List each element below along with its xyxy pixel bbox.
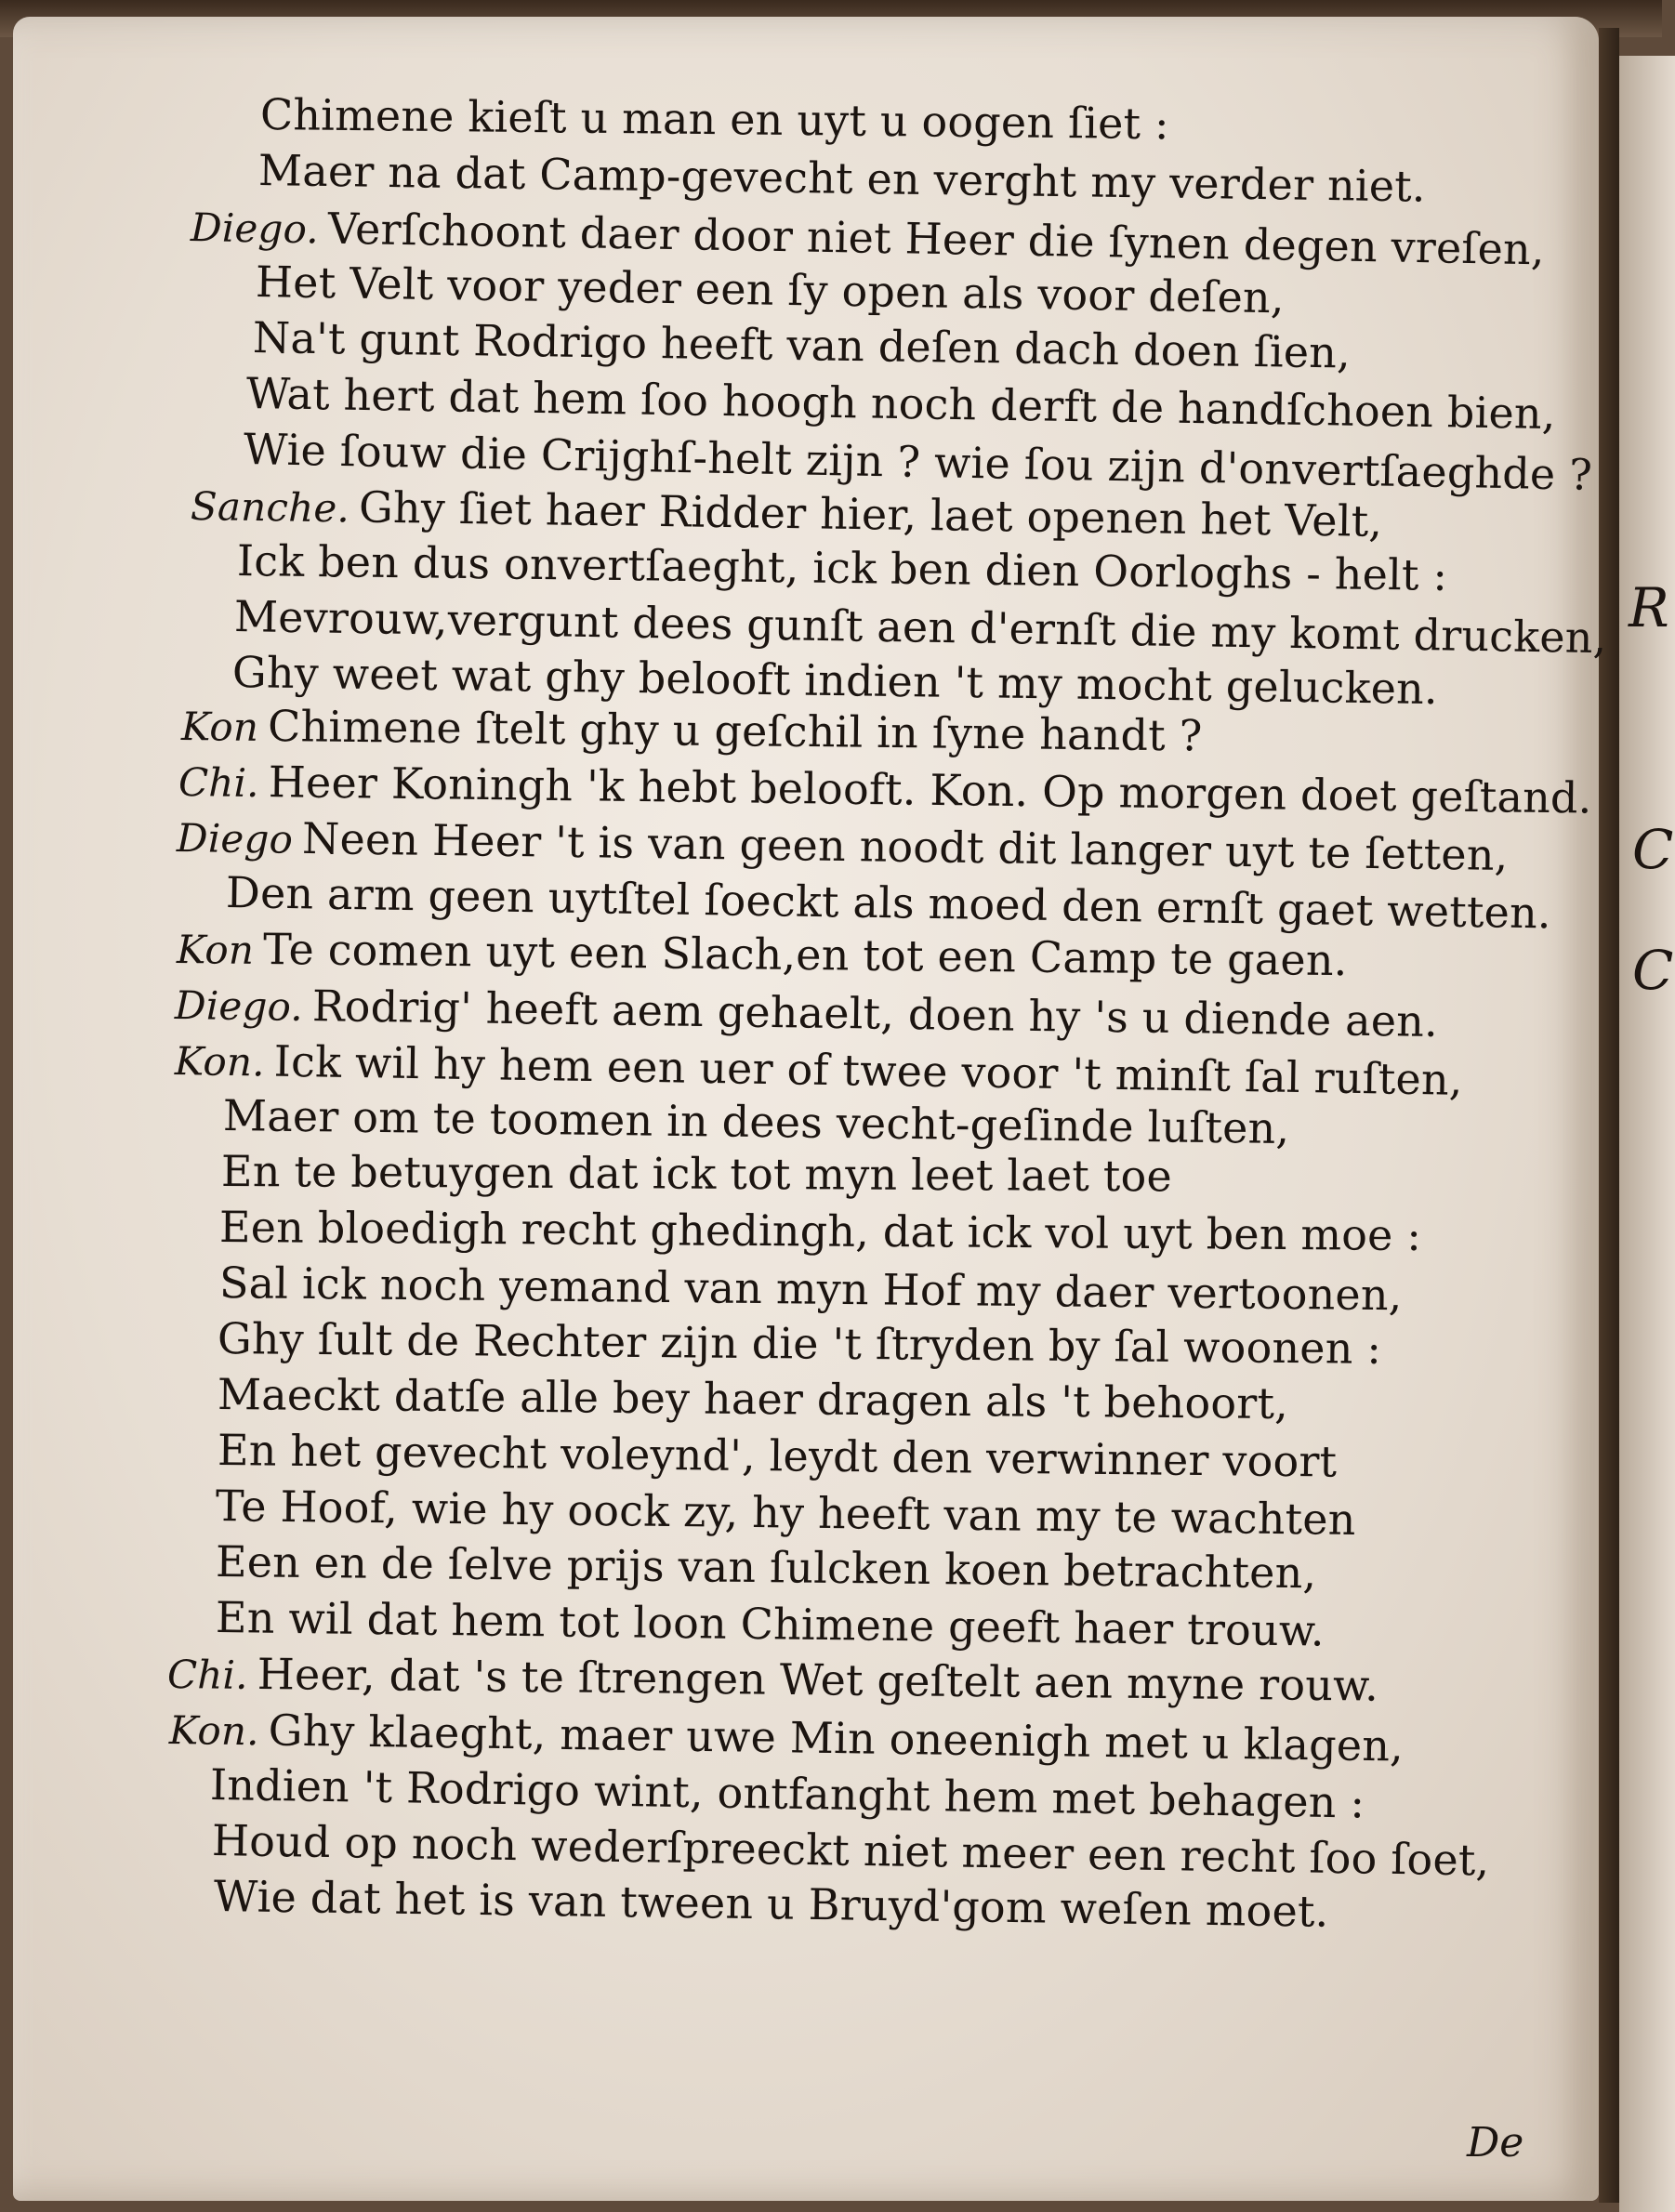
verse-text: Te comen uyt een Slach,en tot een Camp te gaen. xyxy=(262,923,1348,986)
verse-text: Na't gunt Rodrigo heeft van deſen dach doen ſien, xyxy=(252,312,1352,378)
verse-line xyxy=(260,88,1169,150)
verse-text: Wat hert dat hem ſoo hoogh noch derft de handſchoen bien, xyxy=(245,368,1556,440)
verse-text: Indien 't Rodrigo wint, ontfanght hem met behagen : xyxy=(209,1759,1365,1828)
speaker-label: Diego xyxy=(176,815,294,862)
verse-text: Maeckt datſe alle bey haer dragen als 't behoort, xyxy=(217,1369,1289,1429)
speaker-label: Chi. xyxy=(166,1652,249,1698)
verse-text: En het gevecht voleynd', leydt den verwinner voort xyxy=(217,1425,1338,1487)
verse-text: Een en de ſelve prijs van ſulcken koen betrachten, xyxy=(215,1536,1317,1599)
verse-text: Sal ick noch yemand van myn Hof my daer vertoonen, xyxy=(218,1257,1403,1321)
verse-line xyxy=(218,1368,1289,1429)
verse-line xyxy=(218,1424,1338,1488)
verse-line xyxy=(219,1201,1422,1261)
verse-text: Maer om te toomen in dees vecht-geſinde luſten, xyxy=(222,1090,1290,1154)
verse-text: Mevrouw,vergunt dees gunſt aen d'ernſt die my komt drucken, xyxy=(233,591,1607,664)
verse-text: Te Hoof, wie hy oock zy, hy heeft van my te wachten xyxy=(215,1481,1356,1545)
verse-text: Heer, dat 's te ſtrengen Wet geſtelt aen myne rouw. xyxy=(257,1649,1379,1711)
speaker-label: Kon. xyxy=(168,1707,260,1755)
verse-text: Ick wil hy hem een uer of twee voor 't minſt ſal ruſten, xyxy=(273,1035,1464,1105)
speaker-label: Kon. xyxy=(174,1038,266,1086)
verse-text: En wil dat hem tot loon Chimene geeft haer trouw. xyxy=(215,1592,1325,1656)
verse-text: Ick ben dus onvertſaeght, ick ben dien Oorloghs - helt : xyxy=(236,535,1448,600)
verse-text: Neen Heer 't is van geen noodt dit langer uyt te ſetten, xyxy=(301,812,1509,880)
verse-line xyxy=(258,144,1427,213)
verse-text: Wie ſouw die Crijghſ-helt zijn ? wie ſou zijn d'onvertſaeghde ? xyxy=(243,424,1593,500)
verse-text: Het Velt voor yeder een ſy open als voor deſen, xyxy=(255,257,1286,323)
verse-text: Ghy klaeght, maer uwe Min oneenigh met u klagen, xyxy=(268,1705,1405,1771)
adjacent-page-letter: C xyxy=(1632,939,1674,1002)
verse-text: En te betuygen dat ick tot myn leet laet toe xyxy=(220,1146,1173,1202)
verse-line xyxy=(167,1647,1379,1714)
verse-line xyxy=(218,1312,1382,1375)
verse-text: Verſchoont daer door niet Heer die ſynen degen vreſen, xyxy=(327,203,1546,275)
verse-line xyxy=(181,699,1203,764)
speaker-label: Chi. xyxy=(178,759,260,807)
verse-text: Houd op noch wederſpreeckt niet meer een recht ſoo ſoet, xyxy=(211,1815,1490,1886)
speaker-label: Diego. xyxy=(174,982,304,1030)
catchword: De xyxy=(1467,2119,1524,2166)
verse-line xyxy=(221,1145,1172,1202)
verse-text: Wie dat het is van tween u Bruyd'gom weſen moet. xyxy=(213,1871,1329,1937)
verse-line xyxy=(216,1480,1356,1546)
speaker-label: Sanche. xyxy=(190,483,350,532)
speaker-label: Kon xyxy=(176,927,255,973)
verse-text: Ghy weet wat ghy belooft indien 't my mocht gelucken. xyxy=(231,647,1439,715)
verse-text: Heer Koningh 'k hebt belooft. Kon. Op morgen doet geſtand. xyxy=(268,757,1592,823)
verse-line xyxy=(216,1591,1325,1657)
adjacent-page-letter: R xyxy=(1629,576,1669,639)
verse-text: Rodrig' heeft aem gehaelt, doen hy 's u diende aen. xyxy=(311,981,1439,1047)
verse-line xyxy=(216,1535,1317,1599)
speaker-label: Kon xyxy=(180,704,259,750)
adjacent-page-letter: C xyxy=(1632,818,1674,881)
verse-text: Ghy ſiet haer Ridder hier, laet openen het Velt, xyxy=(358,481,1383,546)
verse-text: Maer na dat Camp-gevecht en verght my verder niet. xyxy=(257,145,1427,212)
verse-text: Chimene ſtelt ghy u geſchil in ſyne handt ? xyxy=(267,700,1203,761)
verse-line xyxy=(177,922,1348,988)
verse-text: Den arm geen uytſtel ſoeckt als moed den ernſt gaet wetten. xyxy=(225,867,1552,939)
verse-text: Een bloedigh recht ghedingh, dat ick vol uyt ben moe : xyxy=(218,1202,1422,1261)
verse-text: Ghy ſult de Rechter zijn die 't ſtryden by ſal woonen : xyxy=(217,1313,1382,1374)
verse-line xyxy=(219,1257,1403,1321)
speaker-label: Diego. xyxy=(190,204,320,253)
verse-text: Chimene kieſt u man en uyt u oogen ſiet : xyxy=(259,89,1170,150)
